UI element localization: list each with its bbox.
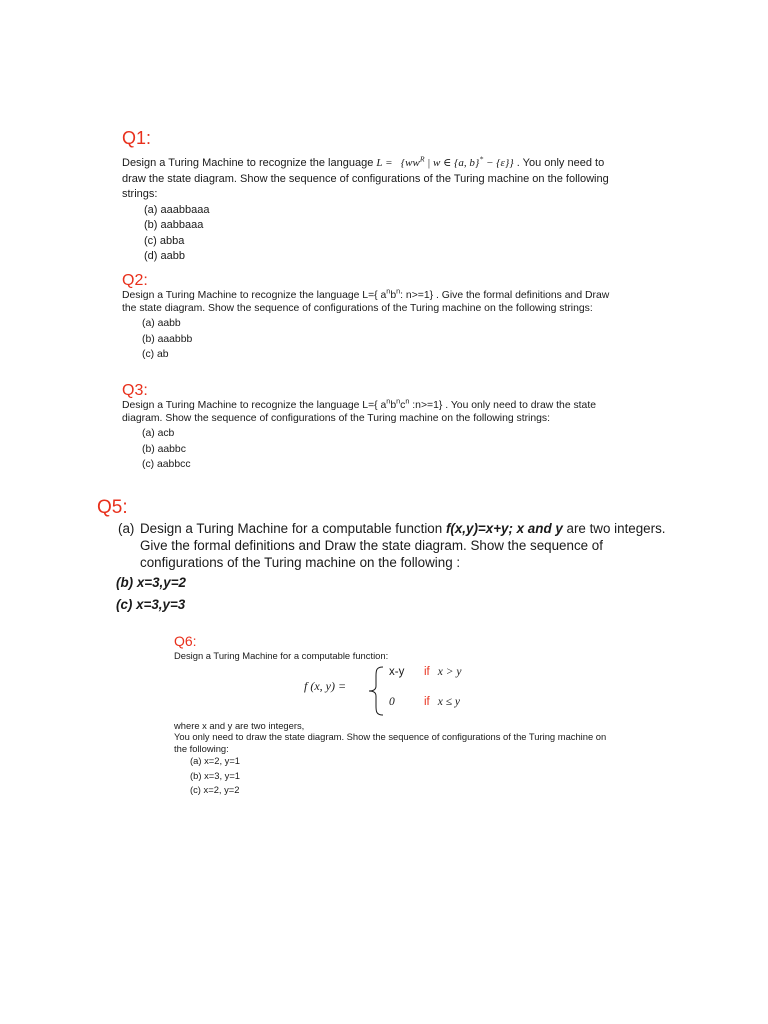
q5-part-a <box>118 520 697 571</box>
function-name: f (x, y) = <box>304 678 347 693</box>
question-3 <box>122 382 622 473</box>
list-item: (c) aabbcc <box>142 459 191 470</box>
q5-part-b: (b) x=3,y=2 <box>116 575 186 590</box>
list-item: (c) ab <box>142 349 169 360</box>
left-brace-icon <box>367 666 385 716</box>
list-item: (b) aabbaaa <box>144 219 204 231</box>
list-item: (a) aaabbaaa <box>144 203 210 216</box>
case-1: x-y if x > y <box>389 665 462 678</box>
q6-title: Q6: <box>174 633 197 649</box>
list-item: (c) abba <box>144 234 185 247</box>
q1-title: Q1: <box>122 128 152 148</box>
question-1 <box>122 126 622 265</box>
q2-title: Q2: <box>122 272 148 289</box>
q1-text: Design a Turing Machine to recognize the language L = {$ww^R$ | w ∈ {a, b}* − {ε}} . You only need to draw the state diagram. Show the sequence of configurations of the Turing machine on the following strings: <box>122 154 609 200</box>
case-2: 0 if x ≤ y <box>389 695 461 708</box>
list-item: (c) x=2, y=2 <box>190 784 240 795</box>
list-item: (b) x=3, y=1 <box>190 769 241 781</box>
q1-language: L = {$ww^R$ | w ∈ {a, b}* − {ε}} <box>376 154 514 169</box>
list-item: (d) aabb <box>144 250 185 262</box>
q3-text: Design a Turing Machine to recognize the language L={ $a^nb^nc^n$ :n>=1} . You only need to draw the state diagram. Show the sequence of configurations of the Turing machine on the following strings: <box>122 396 597 424</box>
q5-part-a-label: (a) <box>118 521 135 536</box>
list-item: (b) aabbc <box>142 443 186 455</box>
question-6 <box>174 633 614 798</box>
q1-strings <box>122 203 622 265</box>
q5-title: Q5: <box>97 497 128 518</box>
q6-intro: Design a Turing Machine for a computable function: <box>174 650 389 661</box>
question-2 <box>122 272 622 363</box>
q6-inputs <box>174 754 614 798</box>
q2-strings <box>122 316 622 363</box>
question-5 <box>97 496 697 613</box>
list-item: (a) aabb <box>142 318 181 329</box>
q6-body: You only need to draw the state diagram. Show the sequence of configurations of the Turing machine on the following: <box>174 731 607 754</box>
q5-function: f(x,y)=x+y; x and y <box>445 521 563 536</box>
piecewise-function <box>304 666 604 716</box>
q5-part-a-text: Design a Turing Machine for a computable function f(x,y)=x+y; x and y are two integers. Give the formal definitions and Draw the state diagram. Show the sequence of configurations of the Turing machine on the following : <box>140 521 666 570</box>
q3-strings <box>122 426 622 473</box>
list-item: (b) aaabbb <box>142 333 193 345</box>
q3-title: Q3: <box>122 382 148 399</box>
q2-text: Design a Turing Machine to recognize the language L={ $a^nb^n$: n>=1} . Give the formal definitions and Draw the state diagram. Show the sequence of configurations of the Turing machine on the following strings: <box>122 286 610 314</box>
list-item: (a) acb <box>142 428 175 439</box>
q6-where: where x and y are two integers, <box>174 719 305 731</box>
q5-part-c: (c) x=3,y=3 <box>116 597 186 612</box>
list-item: (a) x=2, y=1 <box>190 755 241 766</box>
